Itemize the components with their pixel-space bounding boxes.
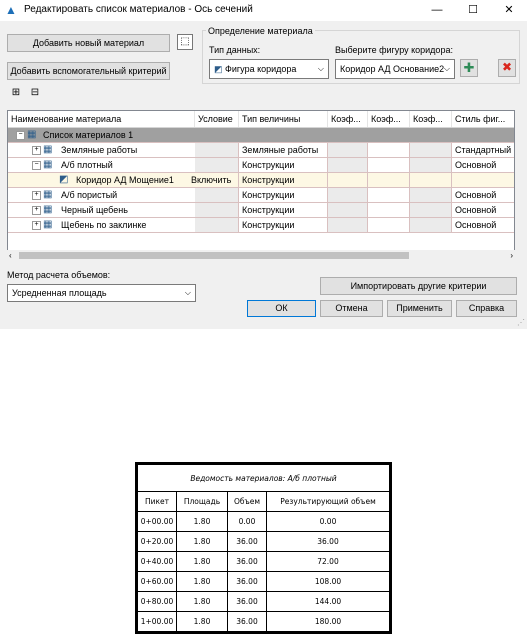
row-factor-2[interactable] <box>368 188 410 202</box>
material-icon: ▦ <box>43 144 53 155</box>
table-row[interactable] <box>8 203 515 218</box>
report-cell: 36.00 <box>228 592 267 612</box>
minimize-button[interactable]: — <box>431 4 443 16</box>
grid-header <box>8 111 514 128</box>
row-shape-style[interactable] <box>452 173 515 187</box>
report-row <box>138 532 390 552</box>
volume-method-label: Метод расчета объемов: <box>7 270 111 280</box>
report-header-cumulative-volume: Результирующий объем <box>267 492 390 512</box>
expand-icon[interactable]: + <box>32 146 41 155</box>
column-header-name[interactable]: Наименование материала <box>8 111 195 127</box>
collapse-icon[interactable]: − <box>16 131 25 140</box>
row-condition[interactable]: Включить <box>188 173 239 187</box>
report-cell: 1.80 <box>177 612 228 632</box>
report-grid <box>137 464 390 632</box>
row-quantity-type[interactable]: Конструкции <box>239 188 328 202</box>
row-factor-3[interactable] <box>410 218 452 232</box>
row-factor-2[interactable] <box>368 203 410 217</box>
report-cell: 0.00 <box>228 512 267 532</box>
report-header-station: Пикет <box>138 492 177 512</box>
column-header-condition[interactable]: Условие <box>195 111 239 127</box>
report-row <box>138 612 390 632</box>
collapse-all-icon[interactable]: ⊟ <box>30 87 40 98</box>
delete-item-icon[interactable]: ✖ <box>498 59 516 77</box>
row-factor-1[interactable] <box>328 158 368 172</box>
report-title: Ведомость материалов: А/б плотный <box>138 465 390 492</box>
report-cell: 0+60.00 <box>138 572 177 592</box>
row-quantity-type[interactable]: Конструкции <box>239 173 328 187</box>
material-tree-grid[interactable] <box>7 110 515 261</box>
pick-from-drawing-icon[interactable]: ⬚ <box>177 34 193 50</box>
scrollbar-thumb[interactable] <box>19 252 409 259</box>
chevron-down-icon: ⌵ <box>184 288 191 297</box>
material-definition-title: Определение материала <box>208 26 313 36</box>
scroll-right-icon[interactable]: › <box>510 251 513 260</box>
report-cell: 1.80 <box>177 592 228 612</box>
report-cell: 1.80 <box>177 572 228 592</box>
resize-grip-icon[interactable]: ⋰ <box>517 318 525 327</box>
volume-method-select[interactable] <box>7 284 196 302</box>
row-factor-1[interactable] <box>328 188 368 202</box>
maximize-button[interactable]: ☐ <box>468 4 478 16</box>
material-report-table <box>135 462 392 634</box>
import-criteria-button[interactable]: Импортировать другие критерии <box>320 277 517 295</box>
corridor-shape-icon: ◩ <box>214 64 223 74</box>
row-name: Список материалов 1 <box>43 130 134 140</box>
material-icon: ▦ <box>43 159 53 170</box>
expand-all-icon[interactable]: ⊞ <box>11 87 21 98</box>
report-cell: 0+40.00 <box>138 552 177 572</box>
scroll-left-icon[interactable]: ‹ <box>9 251 12 260</box>
column-header-factor-1[interactable]: Коэф... <box>328 111 368 127</box>
column-header-shape-style[interactable]: Стиль фиг... <box>452 111 515 127</box>
row-shape-style[interactable]: Основной <box>452 188 515 202</box>
report-cell: 0+00.00 <box>138 512 177 532</box>
title-bar <box>0 0 527 21</box>
material-icon: ▦ <box>43 219 53 230</box>
report-cell: 108.00 <box>267 572 390 592</box>
row-factor-1[interactable] <box>328 218 368 232</box>
row-shape-style[interactable]: Стандартный <box>452 143 515 157</box>
corridor-shape-icon: ◩ <box>59 174 69 185</box>
report-cell: 0+20.00 <box>138 532 177 552</box>
row-name: А/б пористый <box>61 190 118 200</box>
row-condition[interactable] <box>195 203 239 217</box>
row-condition[interactable] <box>195 188 239 202</box>
row-factor-3[interactable] <box>410 203 452 217</box>
chevron-down-icon: ⌵ <box>317 64 324 73</box>
data-type-select[interactable] <box>209 59 329 79</box>
horizontal-scrollbar[interactable] <box>7 250 515 261</box>
close-button[interactable]: ✕ <box>504 4 514 16</box>
material-icon: ▦ <box>43 189 53 200</box>
collapse-icon[interactable]: − <box>32 161 41 170</box>
report-cell: 1+00.00 <box>138 612 177 632</box>
row-factor-2[interactable] <box>368 173 410 187</box>
app-logo-icon: ▲ <box>5 3 17 17</box>
report-cell: 72.00 <box>267 552 390 572</box>
report-row <box>138 572 390 592</box>
report-header-volume: Объем <box>228 492 267 512</box>
row-quantity-type[interactable]: Земляные работы <box>239 143 328 157</box>
report-cell: 36.00 <box>228 532 267 552</box>
expand-icon[interactable]: + <box>32 206 41 215</box>
add-aux-criterion-button[interactable]: Добавить вспомогательный критерий <box>7 62 170 80</box>
help-button[interactable]: Справка <box>456 300 517 317</box>
window-title: Редактировать список материалов - Ось сечений <box>24 4 253 15</box>
report-header-row <box>138 492 390 512</box>
row-name: Коридор АД Мощение1 <box>76 175 174 185</box>
apply-button[interactable]: Применить <box>387 300 452 317</box>
ok-button[interactable]: ОК <box>247 300 316 317</box>
material-icon: ▦ <box>43 204 53 215</box>
data-type-value: ◩ Фигура коридора <box>214 64 297 74</box>
column-header-factor-2[interactable]: Коэф... <box>368 111 410 127</box>
row-factor-1[interactable] <box>328 143 368 157</box>
add-item-icon[interactable]: ✚ <box>460 59 478 77</box>
volume-method-value: Усредненная площадь <box>12 288 107 298</box>
row-shape-style[interactable]: Основной <box>452 158 515 172</box>
row-name: Земляные работы <box>61 145 138 155</box>
row-factor-2[interactable] <box>368 158 410 172</box>
report-cell: 1.80 <box>177 512 228 532</box>
row-condition[interactable] <box>195 218 239 232</box>
row-factor-1[interactable] <box>328 173 368 187</box>
table-row[interactable] <box>8 173 515 188</box>
add-material-button[interactable]: Добавить новый материал <box>7 34 170 52</box>
row-condition[interactable] <box>195 158 239 172</box>
report-cell: 36.00 <box>228 572 267 592</box>
table-row[interactable] <box>8 218 515 233</box>
data-type-label: Тип данных: <box>209 45 261 55</box>
report-cell: 0.00 <box>267 512 390 532</box>
row-quantity-type[interactable]: Конструкции <box>239 203 328 217</box>
report-cell: 36.00 <box>228 552 267 572</box>
row-shape-style[interactable]: Основной <box>452 203 515 217</box>
table-row[interactable] <box>8 128 515 143</box>
report-cell: 1.80 <box>177 532 228 552</box>
report-row <box>138 512 390 532</box>
corridor-shape-value: Коридор АД Основание2 <box>340 64 445 74</box>
row-factor-1[interactable] <box>328 203 368 217</box>
row-quantity-type[interactable]: Конструкции <box>239 218 328 232</box>
corridor-shape-select[interactable] <box>335 59 455 79</box>
report-cell: 180.00 <box>267 612 390 632</box>
report-cell: 0+80.00 <box>138 592 177 612</box>
report-header-area: Площадь <box>177 492 228 512</box>
row-name: Щебень по заклинке <box>61 220 147 230</box>
row-factor-2[interactable] <box>368 218 410 232</box>
chevron-down-icon: ⌵ <box>443 64 450 73</box>
row-factor-3[interactable] <box>410 143 452 157</box>
report-row <box>138 592 390 612</box>
row-factor-2[interactable] <box>368 143 410 157</box>
report-cell: 36.00 <box>267 532 390 552</box>
row-shape-style[interactable]: Основной <box>452 218 515 232</box>
report-cell: 1.80 <box>177 552 228 572</box>
row-quantity-type[interactable]: Конструкции <box>239 158 328 172</box>
table-row[interactable] <box>8 188 515 203</box>
corridor-shape-label: Выберите фигуру коридора: <box>335 45 453 55</box>
row-condition[interactable] <box>195 143 239 157</box>
column-header-factor-3[interactable]: Коэф... <box>410 111 452 127</box>
report-cell: 36.00 <box>228 612 267 632</box>
table-row[interactable] <box>8 143 515 158</box>
row-name: А/б плотный <box>61 160 113 170</box>
cancel-button[interactable]: Отмена <box>320 300 383 317</box>
column-header-quantity-type[interactable]: Тип величины <box>239 111 328 127</box>
expand-icon[interactable]: + <box>32 191 41 200</box>
report-cell: 144.00 <box>267 592 390 612</box>
report-row <box>138 552 390 572</box>
material-list-icon: ▦ <box>27 129 37 140</box>
expand-icon[interactable]: + <box>32 221 41 230</box>
row-factor-3[interactable] <box>410 173 452 187</box>
row-name: Черный щебень <box>61 205 128 215</box>
table-row[interactable] <box>8 158 515 173</box>
row-factor-3[interactable] <box>410 188 452 202</box>
row-factor-3[interactable] <box>410 158 452 172</box>
